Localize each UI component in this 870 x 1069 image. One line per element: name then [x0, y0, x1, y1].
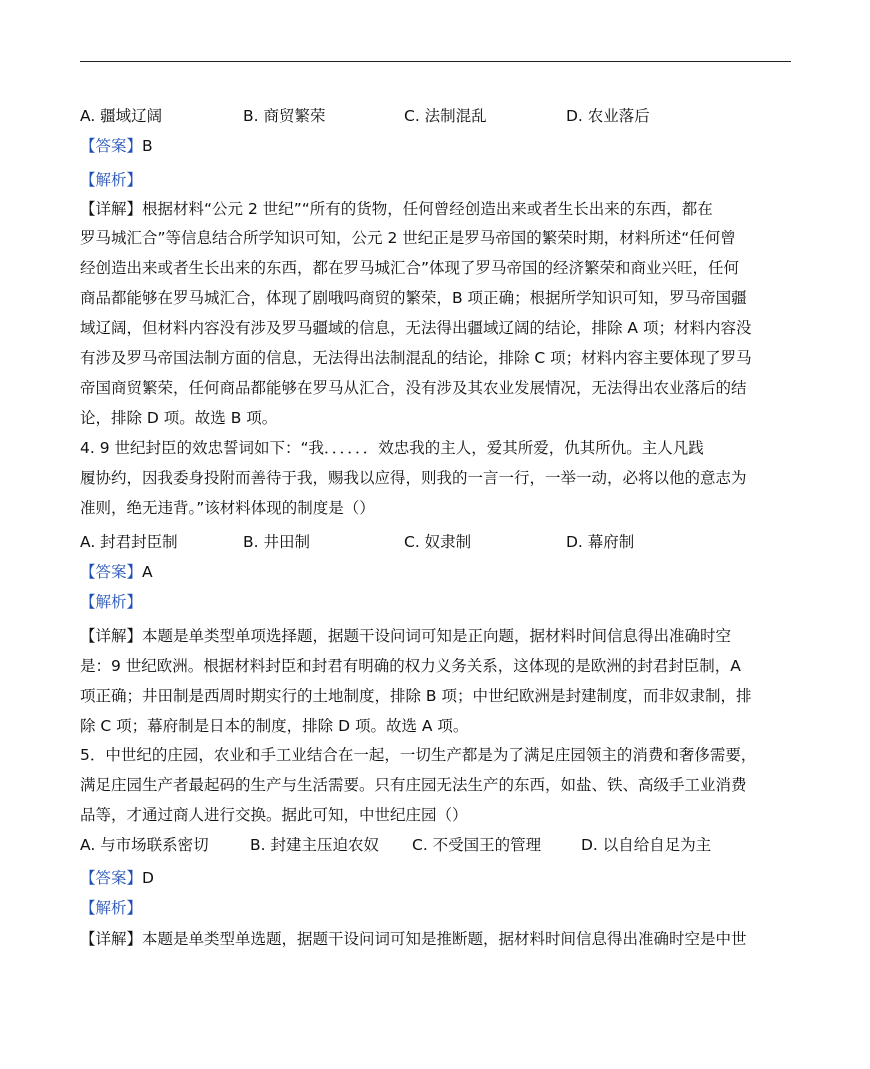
q5-stem-line: 满足庄园生产者最起码的生产与生活需要。只有庄园无法生产的东西，如盐、铁、高级手工业消费 [80, 776, 747, 794]
answer-tag: 【答案】 [80, 137, 143, 155]
q5-option-d: D. 以自给自足为主 [581, 836, 712, 854]
q5-option-b: B. 封建主压迫农奴 [250, 836, 379, 854]
q5-stem-line: 5．中世纪的庄园，农业和手工业结合在一起，一切生产都是为了满足庄园领主的消费和奢侈需要， [80, 746, 757, 764]
q3-detail-line: 有涉及罗马帝国法制方面的信息，无法得出法制混乱的结论，排除 C 项；材料内容主要体现了罗马 [80, 349, 752, 367]
header-rule [80, 61, 791, 62]
q3-option-c: C. 法制混乱 [404, 107, 487, 125]
q3-detail-line: 论，排除 D 项。故选 B 项。 [80, 409, 278, 427]
answer-value: B [142, 137, 153, 155]
q3-detail-line: 罗马城汇合”等信息结合所学知识可知，公元 2 世纪正是罗马帝国的繁荣时期，材料所述“任何曾 [80, 229, 736, 247]
q5-stem-line: 品等，才通过商人进行交换。据此可知，中世纪庄园（） [80, 806, 468, 824]
answer-tag: 【答案】 [80, 563, 143, 581]
q4-stem-line: 履协约，因我委身投附而善待于我，赐我以应得，则我的一言一行，一举一动，必将以他的意志为 [80, 469, 747, 487]
q5-answer [80, 868, 154, 888]
q4-option-c: C. 奴隶制 [404, 533, 472, 551]
q3-option-b: B. 商贸繁荣 [243, 107, 326, 125]
q4-stem-line: 4. 9 世纪封臣的效忠誓词如下：“我．．．．．．效忠我的主人，爱其所爱，仇其所仇。主人凡践 [80, 439, 704, 457]
answer-value: A [142, 563, 153, 581]
answer-value: D [142, 869, 154, 887]
q3-option-d: D. 农业落后 [566, 107, 650, 125]
q4-detail-line: 项正确；井田制是西周时期实行的土地制度，排除 B 项；中世纪欧洲是封建制度，而非奴隶制，排 [80, 687, 752, 705]
q4-detail-line: 除 C 项；幕府制是日本的制度，排除 D 项。故选 A 项。 [80, 717, 469, 735]
q4-option-b: B. 井田制 [243, 533, 310, 551]
q4-analysis-tag: 【解析】 [80, 593, 143, 611]
q3-answer [80, 136, 153, 156]
q3-option-a: A. 疆域辽阔 [80, 107, 163, 125]
q4-option-d: D. 幕府制 [566, 533, 635, 551]
answer-tag: 【答案】 [80, 869, 143, 887]
q3-detail-line: 【详解】根据材料“公元 2 世纪”“所有的货物，任何曾经创造出来或者生长出来的东西，都在 [80, 200, 713, 218]
q3-detail-line: 域辽阔，但材料内容没有涉及罗马疆域的信息，无法得出疆域辽阔的结论，排除 A 项；材料内容没 [80, 319, 752, 337]
q4-answer [80, 562, 153, 582]
q3-detail-line: 经创造出来或者生长出来的东西，都在罗马城汇合”体现了罗马帝国的经济繁荣和商业兴旺，任何 [80, 259, 740, 277]
q4-detail-line: 是：9 世纪欧洲。根据材料封臣和封君有明确的权力义务关系，这体现的是欧洲的封君封臣制，A [80, 657, 741, 675]
q5-option-a: A. 与市场联系密切 [80, 836, 209, 854]
q4-detail-line: 【详解】本题是单类型单项选择题，据题干设问词可知是正向题，据材料时间信息得出准确时空 [80, 627, 732, 645]
q5-analysis-tag: 【解析】 [80, 899, 143, 917]
q5-detail-line: 【详解】本题是单类型单选题，据题干设问词可知是推断题，据材料时间信息得出准确时空是中世 [80, 930, 747, 948]
q3-detail-line: 帝国商贸繁荣，任何商品都能够在罗马从汇合，没有涉及其农业发展情况，无法得出农业落后的结 [80, 379, 747, 397]
q3-analysis-tag: 【解析】 [80, 171, 143, 189]
q4-stem-line: 准则，绝无违背。”该材料体现的制度是（） [80, 499, 375, 517]
q3-detail-line: 商品都能够在罗马城汇合，体现了剧哦吗商贸的繁荣，B 项正确；根据所学知识可知，罗马帝国疆 [80, 289, 747, 307]
q4-option-a: A. 封君封臣制 [80, 533, 178, 551]
q5-option-c: C. 不受国王的管理 [412, 836, 542, 854]
